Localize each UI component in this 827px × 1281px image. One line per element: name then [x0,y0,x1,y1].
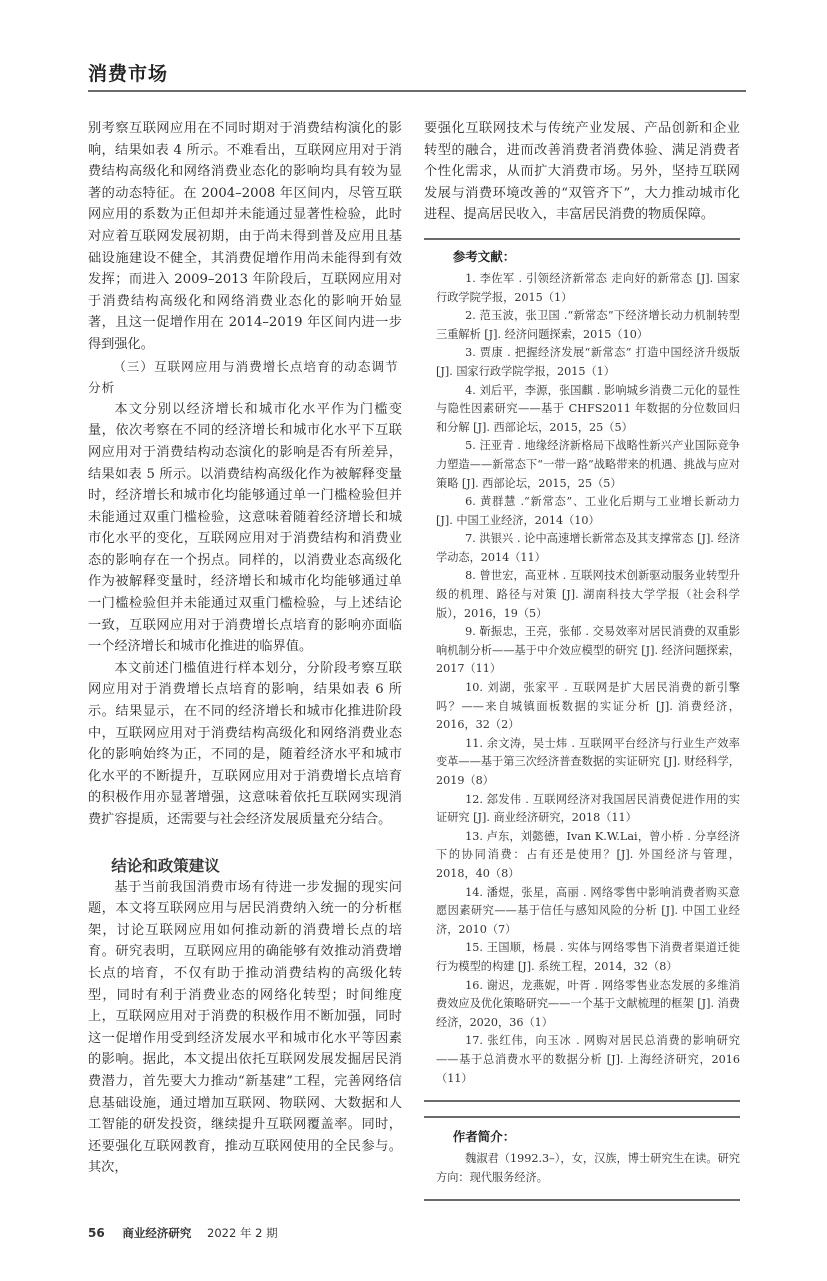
reference-item: 15. 王国顺，杨晨 . 实体与网络零售下消费者渠道迁徙行为模型的构建 [J]. 系统工程，2014，32（8） [436,941,740,973]
left-column [88,118,402,1179]
body-paragraph: 基于当前我国消费市场有待进一步发掘的现实问题，本文将互联网应用与居民消费纳入统一的分析框架，讨论互联网应用如何推动新的消费增长点的培育。研究表明，互联网应用的确能够有效推动消费增长点的培育，不仅有助于推动消费结构的高级化转型，同时有利于消费业态的网络化转型；时间维度上，互联网应用对于消费的积极作用不断加强，同时这一促增作用受到经济发展水平和城市化水平等因素的影响。据此，本文提出依托互联网发展发掘居民消费潜力，首先要大力推动“新基建”工程，完善网络信息基础设施，通过增加互联网、物联网、大数据和人工智能的研发投资，继续提升互联网覆盖率。同时，还要强化互联网教育，推动互联网使用的全民参与。其次， [88,879,402,1176]
reference-item: 17. 张红伟，向玉冰 . 网购对居民总消费的影响研究——基于总消费水平的数据分析 [J]. 上海经济研究，2016（11） [436,1034,740,1085]
reference-list [424,270,740,1088]
body-paragraph: 要强化互联网技术与传统产业发展、产品创新和企业转型的融合，进而改善消费者消费体验、满足消费者个性化需求，从而扩大消费市场。另外，坚持互联网发展与消费环境改善的“双管齐下”，大力推动城市化进程、提高居民收入，丰富居民消费的物质保障。 [424,121,740,223]
divider [424,1100,740,1102]
journal-issue: 2022 年 2 期 [207,1226,278,1241]
page-number: 56 [88,1226,105,1241]
body-paragraph: 本文分别以经济增长和城市化水平作为门槛变量，依次考察在不同的经济增长和城市化水平下互联网应用对于消费结构动态演化的影响是否有所差异，结果如表 5 所示。以消费结构高级化作为被解释变量时，经济增长和城市化均能够通过单一门槛检验但并未能通过双重门槛检验，这意味着随着经济增长和城市化水平的变化，互联网应用对于消费结构和消费业态的影响存在一个拐点。同样的，以消费业态高级化作为被解释变量时，经济增长和城市化均能够通过单一门槛检验但并未能通过双重门槛检验，与上述结论一致，互联网应用对于消费增长点培育的影响亦面临一个经济增长和城市化推进的临界值。 [88,401,402,655]
right-column [424,118,740,1201]
reference-item: 5. 汪亚青 . 地缘经济新格局下战略性新兴产业国际竞争力塑造——新常态下“一带一路”战略带来的机遇、挑战与应对策略 [J]. 西部论坛，2015，25（5） [436,439,740,490]
reference-item: 3. 贾康 . 把握经济发展“新常态” 打造中国经济升级版 [J]. 国家行政学院学报，2015（1） [436,346,740,378]
reference-item: 13. 卢东，刘懿德，Ivan K.W.Lai，曾小桥 . 分享经济下的协同消费：占有还是使用？[J]. 外国经济与管理，2018，40（8） [436,829,740,880]
reference-item: 7. 洪银兴 . 论中高速增长新常态及其支撑常态 [J]. 经济学动态，2014（11） [436,532,740,564]
reference-item: 12. 郐发伟 . 互联网经济对我国居民消费促进作用的实证研究 [J]. 商业经济研究，2018（11） [436,792,740,825]
reference-item: 14. 潘煜，张星，高丽 . 网络零售中影响消费者购买意愿因素研究——基于信任与感知风险的分析 [J]. 中国工业经济，2010（7） [436,885,740,936]
page-footer [88,1201,746,1241]
section-heading-conclusion: 结论和政策建议 [111,856,220,875]
section-header: 消费市场 [88,63,169,85]
author-heading: 作者简介： [452,1129,516,1145]
subsection-heading: （三）互联网应用与消费增长点培育的动态调节分析 [88,358,399,396]
journal-name: 商业经济研究 [122,1226,192,1241]
reference-item: 11. 余文涛，吴士炜 . 互联网平台经济与行业生产效率变革——基于第三次经济普查数据的实证研究 [J]. 财经科学，2019（8） [436,736,740,787]
columns [88,118,740,1201]
reference-item: 1. 李佐军 . 引领经济新常态 走向好的新常态 [J]. 国家行政学院学报，2015（1） [436,271,740,304]
divider [424,1116,740,1118]
reference-item: 8. 曾世宏，高亚林 . 互联网技术创新驱动服务业转型升级的机理、路径与对策 [J]. 湖南科技大学学报（社会科学版），2016，19（5） [436,569,740,620]
references-heading: 参考文献： [452,248,516,264]
reference-item: 16. 谢迟，龙燕妮，叶胥 . 网络零售业态发展的多维消费效应及优化策略研究——一个基于文献梳理的框架 [J]. 消费经济，2020，36（1） [436,978,740,1029]
author-bio: 魏淑君（1992.3–），女，汉族，博士研究生在读。研究方向：现代服务经济。 [436,1152,740,1184]
body-paragraph: 本文前述门槛值进行样本划分，分阶段考察互联网应用对于消费增长点培育的影响，结果如表 6 所示。结果显示，在不同的经济增长和城市化推进阶段中，互联网应用对于消费结构高级化和网络消费业态化的影响始终为正，不同的是，随着经济水平和城市化水平的不断提升，互联网应用对于消费增长点培育的积极作用亦显著增强，这意味着依托互联网实现消费扩容提质，还需要与社会经济发展质量充分结合。 [88,660,402,827]
body-paragraph: 别考察互联网应用在不同时期对于消费结构演化的影响，结果如表 4 所示。不难看出，互联网应用对于消费结构高级化和网络消费业态化的影响均具有较为显著的动态特征。在 2004–2008 年区间内，尽管互联网应用的系数为正但却并未能通过显著性检验，此时对应着互联网发展初期，由于尚未得到普及应用且基础设施建设不健全，其消费促增作用尚未能得到有效发挥；而进入 2009–2013 年阶段后，互联网应用对于消费结构高级化和网络消费业态化的影响开始显著，且这一促增作用在 2014–2019 年区间内进一步得到强化。 [88,121,402,352]
reference-item: 9. 靳振忠，王亮，张郁 . 交易效率对居民消费的双重影响机制分析——基于中介效应模型的研究 [J]. 经济问题探索，2017（11） [436,625,740,676]
reference-item: 6. 黄群慧 .“新常态”、工业化后期与工业增长新动力 [J]. 中国工业经济，2014（10） [436,495,740,527]
header-divider [88,90,746,92]
divider [424,238,740,240]
reference-item: 2. 范玉波，张卫国 .“新常态”下经济增长动力机制转型三重解析 [J]. 经济问题探索，2015（10） [436,309,740,341]
reference-item: 10. 刘湖，张家平 . 互联网是扩大居民消费的新引擎吗？——来自城镇面板数据的实证分析 [J]. 消费经济，2016，32（2） [436,681,740,732]
reference-item: 4. 刘后平，李源，张国麒 . 影响城乡消费二元化的显性与隐性因素研究——基于 CHFS2011 年数据的分位数回归和分解 [J]. 西部论坛，2015，25（5） [436,383,740,434]
